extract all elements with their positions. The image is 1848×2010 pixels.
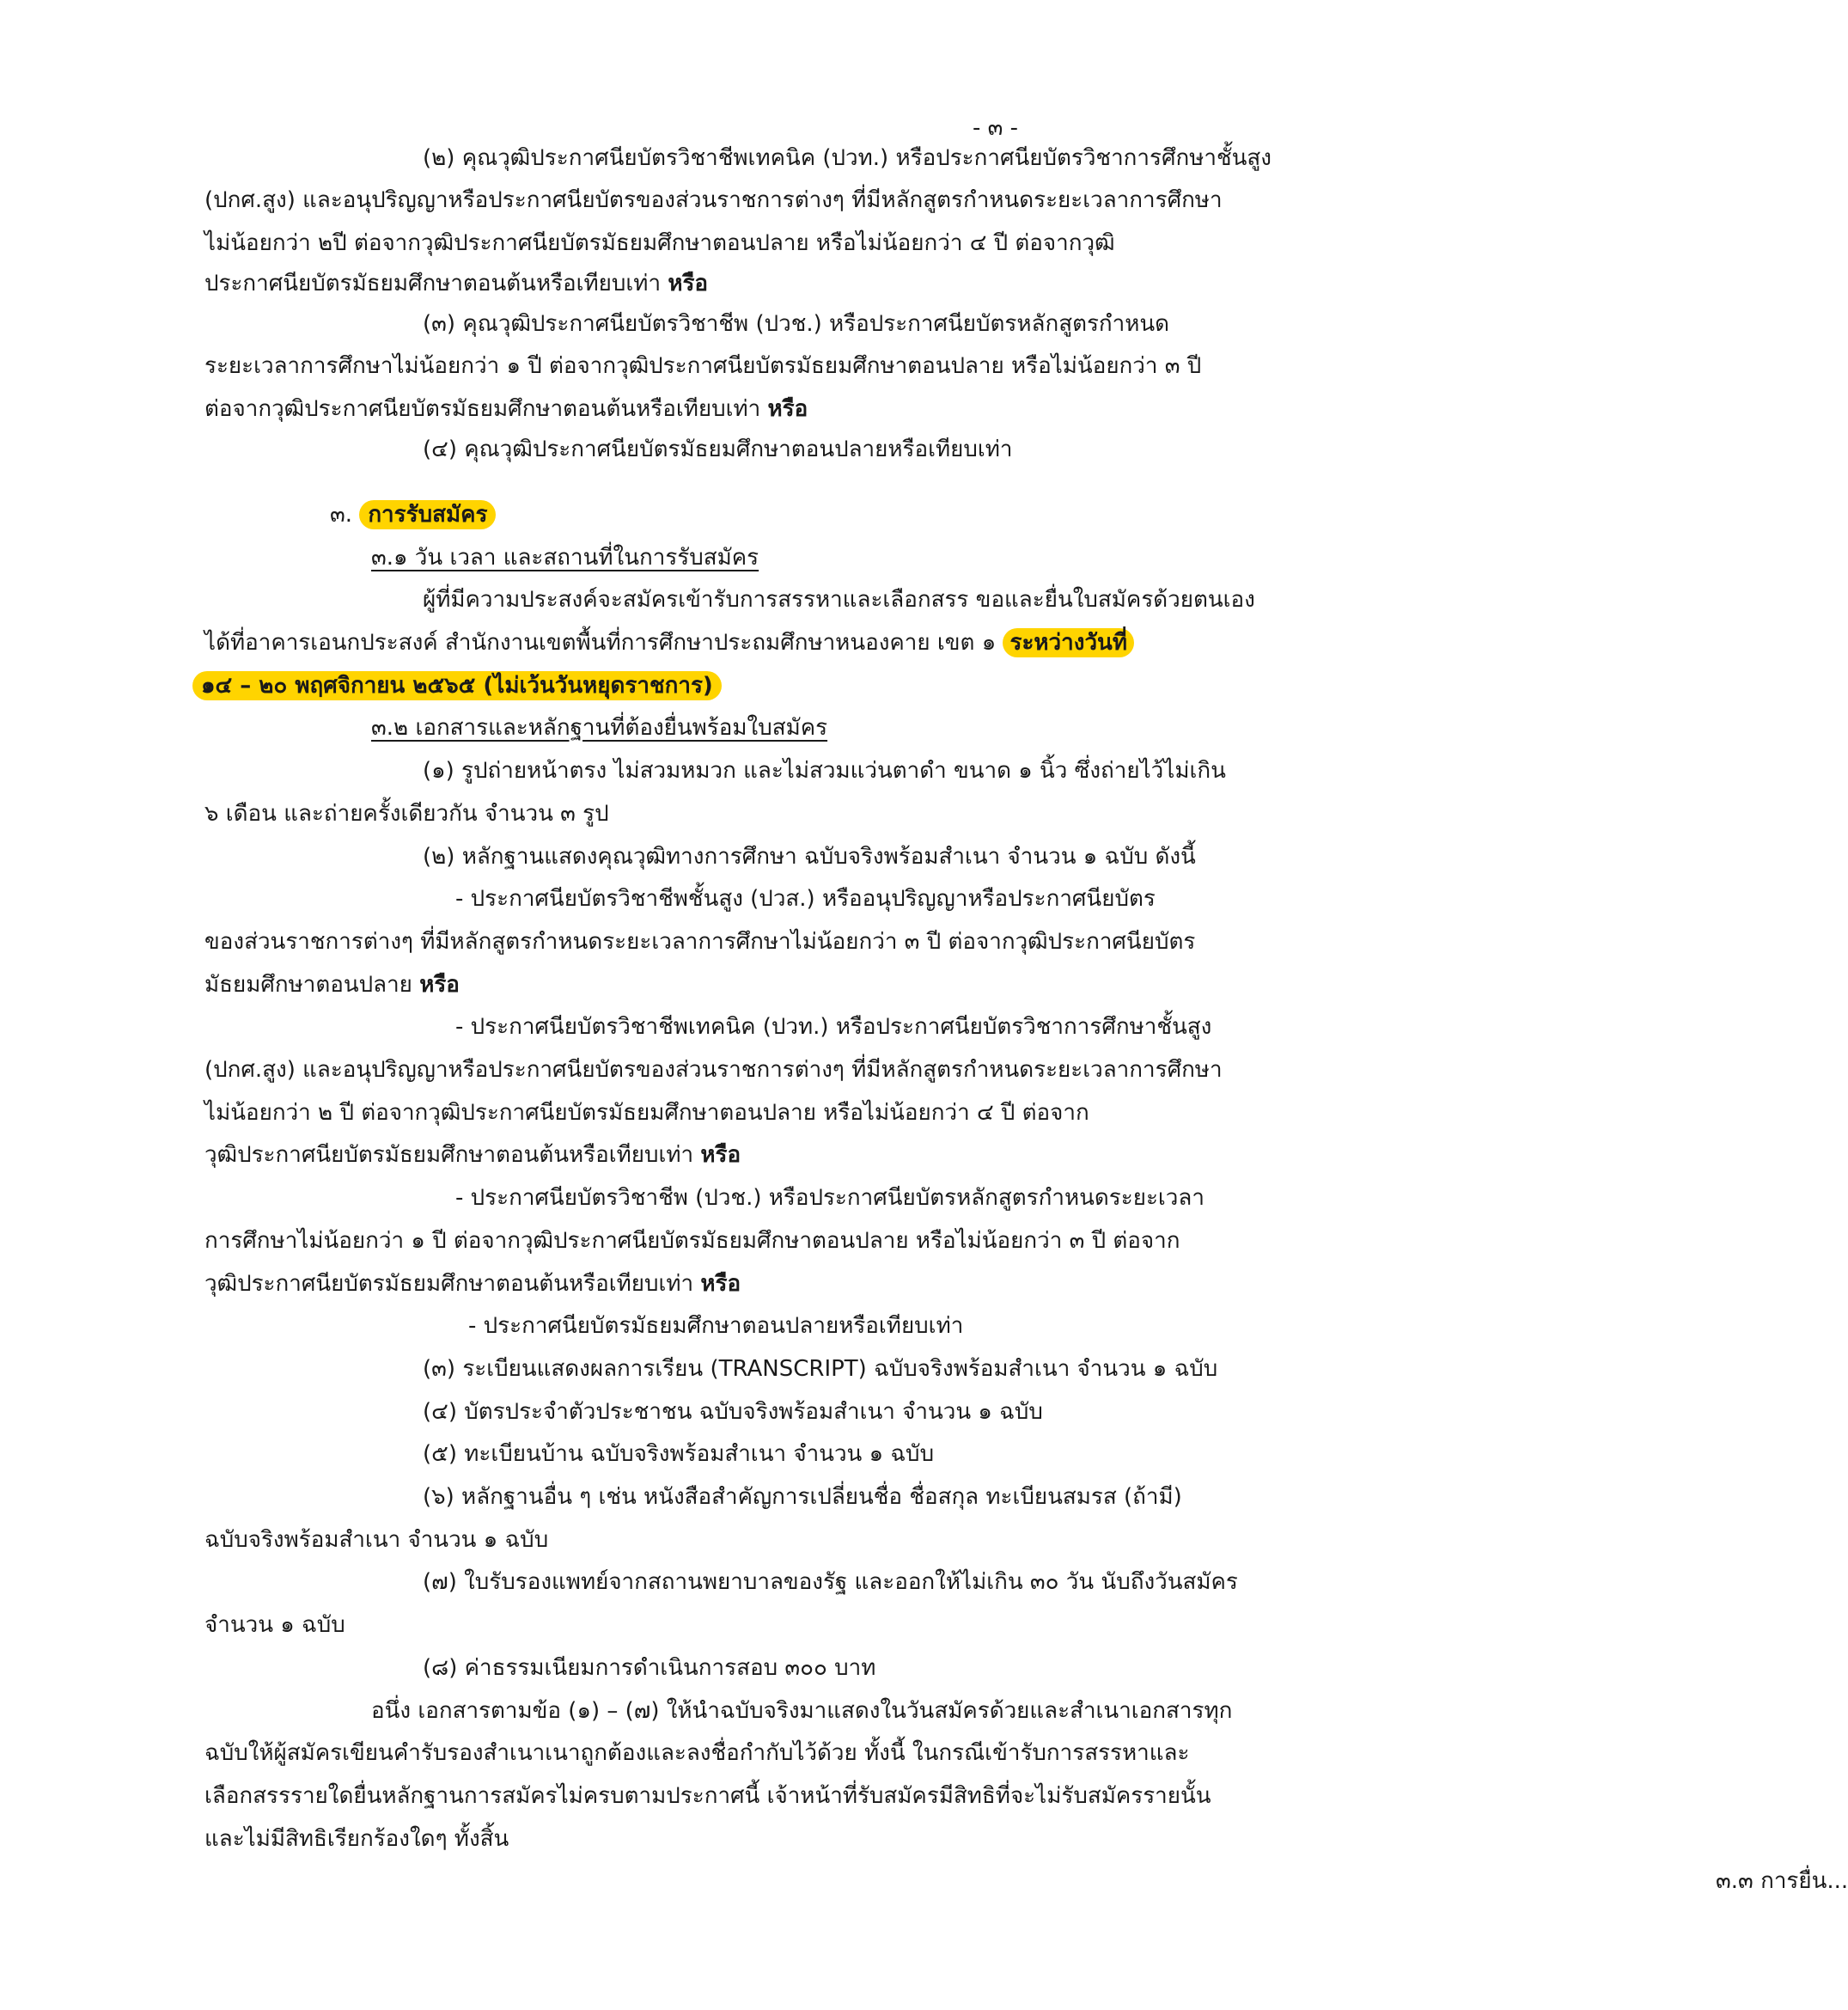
date-range-highlight-part-2: ๑๔ – ๒๐ พฤศจิกายน ๒๕๖๕ (ไม่เว้นวันหยุดราชการ)	[192, 671, 722, 700]
doc-2d-line-1: - ประกาศนียบัตรมัธยมศึกษาตอนปลายหรือเทียบเท่า	[468, 1313, 964, 1339]
or-bold: หรือ	[700, 1271, 741, 1297]
doc-8-line: (๘) ค่าธรรมเนียมการดำเนินการสอบ ๓๐๐ บาท	[423, 1655, 876, 1681]
or-bold: หรือ	[419, 972, 460, 998]
subsection-3-2-title: ๓.๒ เอกสารและหลักฐานที่ต้องยื่นพร้อมใบสมัคร	[371, 715, 828, 741]
note-line-1: อนึ่ง เอกสารตามข้อ (๑) – (๗) ให้นำฉบับจริงมาแสดงในวันสมัครด้วยและสำเนาเอกสารทุก	[371, 1698, 1233, 1724]
qual-2-line-1: (๒) คุณวุฒิประกาศนียบัตรวิชาชีพเทคนิค (ปวท.) หรือประกาศนียบัตรวิชาการศึกษาชั้นสูง	[423, 145, 1272, 171]
doc-2b-line-4: วุฒิประกาศนียบัตรมัธยมศึกษาตอนต้นหรือเทียบเท่า หรือ	[204, 1142, 741, 1168]
doc-6-line-2: ฉบับจริงพร้อมสำเนา จำนวน ๑ ฉบับ	[204, 1527, 549, 1553]
note-line-4: และไม่มีสิทธิเรียกร้องใดๆ ทั้งสิ้น	[204, 1826, 509, 1852]
doc-2-line-1: (๒) หลักฐานแสดงคุณวุฒิทางการศึกษา ฉบับจริงพร้อมสำเนา จำนวน ๑ ฉบับ ดังนี้	[423, 844, 1196, 870]
doc-4-line: (๔) บัตรประจำตัวประชาชน ฉบับจริงพร้อมสำเนา จำนวน ๑ ฉบับ	[423, 1399, 1043, 1425]
s31-line-3	[192, 669, 722, 703]
qual-3-line-1: (๓) คุณวุฒิประกาศนียบัตรวิชาชีพ (ปวช.) หรือประกาศนียบัตรหลักสูตรกำหนด	[423, 311, 1170, 337]
section-3-heading	[330, 498, 496, 532]
doc-7-line-2: จำนวน ๑ ฉบับ	[204, 1612, 345, 1638]
qual-2-line-2: (ปกศ.สูง) และอนุปริญญาหรือประกาศนียบัตรของส่วนราชการต่างๆ ที่มีหลักสูตรกำหนดระยะเวลาการศึกษา	[204, 187, 1223, 213]
qual-2-line-3: ไม่น้อยกว่า ๒ปี ต่อจากวุฒิประกาศนียบัตรมัธยมศึกษาตอนปลาย หรือไม่น้อยกว่า ๔ ปี ต่อจากวุฒิ	[204, 230, 1115, 256]
or-bold: หรือ	[700, 1142, 741, 1168]
doc-2a-line-3: มัธยมศึกษาตอนปลาย หรือ	[204, 972, 460, 998]
doc-2a-line-2: ของส่วนราชการต่างๆ ที่มีหลักสูตรกำหนดระยะเวลาการศึกษาไม่น้อยกว่า ๓ ปี ต่อจากวุฒิประกาศนียบัตร	[204, 929, 1196, 955]
qual-4-line: (๔) คุณวุฒิประกาศนียบัตรมัธยมศึกษาตอนปลายหรือเทียบเท่า	[423, 437, 1013, 462]
doc-2c-line-3: วุฒิประกาศนียบัตรมัธยมศึกษาตอนต้นหรือเทียบเท่า หรือ	[204, 1271, 741, 1297]
note-line-3: เลือกสรรรายใดยื่นหลักฐานการสมัครไม่ครบตามประกาศนี้ เจ้าหน้าที่รับสมัครมีสิทธิที่จะไม่รับสมัครรายนั้น	[204, 1783, 1211, 1809]
section-3-title-highlight: การรับสมัคร	[359, 500, 496, 529]
date-range-highlight-part-1: ระหว่างวันที่	[1003, 628, 1133, 657]
doc-2a-line-1: - ประกาศนียบัตรวิชาชีพชั้นสูง (ปวส.) หรืออนุปริญญาหรือประกาศนียบัตร	[455, 886, 1156, 912]
subsection-3-1-title: ๓.๑ วัน เวลา และสถานที่ในการรับสมัคร	[371, 545, 759, 571]
doc-1-line-2: ๖ เดือน และถ่ายครั้งเดียวกัน จำนวน ๓ รูป	[204, 801, 609, 827]
page-number: - ๓ -	[973, 115, 1019, 141]
section-3-number: ๓.	[330, 502, 353, 528]
doc-3-line: (๓) ระเบียนแสดงผลการเรียน (TRANSCRIPT) ฉบับจริงพร้อมสำเนา จำนวน ๑ ฉบับ	[423, 1356, 1218, 1382]
or-bold: หรือ	[767, 396, 808, 422]
doc-7-line-1: (๗) ใบรับรองแพทย์จากสถานพยาบาลของรัฐ และออกให้ไม่เกิน ๓๐ วัน นับถึงวันสมัคร	[423, 1569, 1238, 1595]
s31-line-2: ได้ที่อาคารเอนกประสงค์ สำนักงานเขตพื้นที่การศึกษาประถมศึกษาหนองคาย เขต ๑ ระหว่างวันที่	[204, 626, 1134, 660]
doc-2b-line-2: (ปกศ.สูง) และอนุปริญญาหรือประกาศนียบัตรของส่วนราชการต่างๆ ที่มีหลักสูตรกำหนดระยะเวลาการศึกษา	[204, 1057, 1223, 1083]
qual-3-line-3: ต่อจากวุฒิประกาศนียบัตรมัธยมศึกษาตอนต้นหรือเทียบเท่า หรือ	[204, 396, 808, 422]
doc-2c-line-2: การศึกษาไม่น้อยกว่า ๑ ปี ต่อจากวุฒิประกาศนียบัตรมัธยมศึกษาตอนปลาย หรือไม่น้อยกว่า ๓ ปี ต่อจาก	[204, 1228, 1180, 1254]
or-bold: หรือ	[668, 271, 709, 296]
doc-2b-line-3: ไม่น้อยกว่า ๒ ปี ต่อจากวุฒิประกาศนียบัตรมัธยมศึกษาตอนปลาย หรือไม่น้อยกว่า ๔ ปี ต่อจาก	[204, 1100, 1089, 1126]
doc-2b-line-1: - ประกาศนียบัตรวิชาชีพเทคนิค (ปวท.) หรือประกาศนียบัตรวิชาการศึกษาชั้นสูง	[455, 1014, 1212, 1040]
qual-2-line-4: ประกาศนียบัตรมัธยมศึกษาตอนต้นหรือเทียบเท่า หรือ	[204, 271, 709, 296]
doc-6-line-1: (๖) หลักฐานอื่น ๆ เช่น หนังสือสำคัญการเปลี่ยนชื่อ ชื่อสกุล ทะเบียนสมรส (ถ้ามี)	[423, 1484, 1182, 1510]
doc-1-line-1: (๑) รูปถ่ายหน้าตรง ไม่สวมหมวก และไม่สวมแว่นตาดำ ขนาด ๑ นิ้ว ซึ่งถ่ายไว้ไม่เกิน	[423, 758, 1226, 784]
doc-2c-line-1: - ประกาศนียบัตรวิชาชีพ (ปวช.) หรือประกาศนียบัตรหลักสูตรกำหนดระยะเวลา	[455, 1185, 1205, 1211]
note-line-2: ฉบับให้ผู้สมัครเขียนคำรับรองสำเนาเนาถูกต้องและลงชื่อกำกับไว้ด้วย ทั้งนี้ ในกรณีเข้ารับการสรรหาและ	[204, 1740, 1190, 1766]
doc-5-line: (๕) ทะเบียนบ้าน ฉบับจริงพร้อมสำเนา จำนวน ๑ ฉบับ	[423, 1441, 935, 1467]
s31-line-1: ผู้ที่มีความประสงค์จะสมัครเข้ารับการสรรหาและเลือกสรร ขอและยื่นใบสมัครด้วยตนเอง	[423, 587, 1255, 613]
continuation-marker: ๓.๓ การยื่น...	[1716, 1868, 1848, 1894]
qual-3-line-2: ระยะเวลาการศึกษาไม่น้อยกว่า ๑ ปี ต่อจากวุฒิประกาศนียบัตรมัธยมศึกษาตอนปลาย หรือไม่น้อยกว่า ๓ ปี	[204, 353, 1202, 379]
